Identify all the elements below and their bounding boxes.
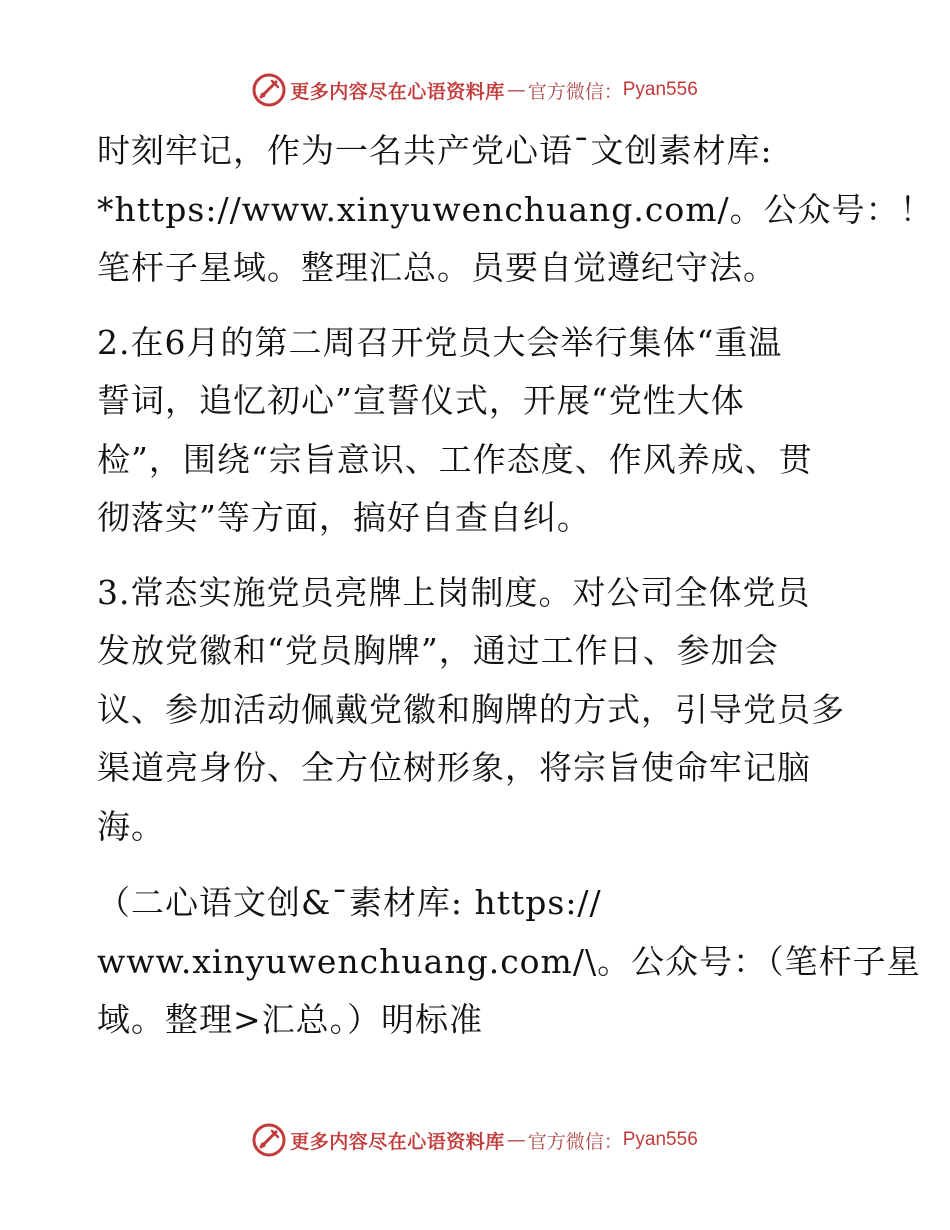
text-line: 检”，围绕“宗旨意识、工作态度、作风养成、贯 [97,439,813,479]
text-line: www.xinyuwenchuang.com/\。公众号：（笔杆子星 [97,941,921,981]
banner-brand-text: 更多内容尽在心语资料库 [290,80,505,103]
banner-wechat-label: 官方微信： [527,1130,623,1153]
banner-dash: — [506,1129,526,1151]
text-line: 发放党徽和“党员胸牌”，通过工作日、参加会 [97,631,779,670]
document-body [97,122,934,1050]
text-line: 域。整理>汇总。）明标准 [97,1000,484,1039]
header-banner [0,70,950,110]
banner-brand-text: 更多内容尽在心语资料库 [290,1130,505,1153]
banner-wechat-label: 官方微信： [527,80,623,103]
text-line: 誓词，追忆初心”宣誓仪式，开展“党性大体 [97,381,745,420]
text-line: *https://www.xinyuwenchuang.com/。公众号：！ [97,189,934,229]
text-line: 彻落实”等方面，搞好自查自纠。 [97,498,591,537]
paragraph-3 [97,564,857,857]
red-seal-logo-icon [252,1123,286,1157]
text-line: 渠道亮身份、全方位树形象，将宗旨使命牢记脑 [97,748,811,787]
text-line: 议、参加活动佩戴党徽和胸牌的方式，引导党员多 [97,689,845,729]
banner-wechat-handle: Pyan556 [622,1129,698,1150]
text-line: 笔杆子星域。整理汇总。员要自觉遵纪守法。 [97,248,777,287]
banner-dash: — [506,79,526,101]
paragraph-2 [97,314,857,548]
red-seal-logo-icon [252,73,286,107]
text-line: 时刻牢记，作为一名共产党心语¯文创素材库: [97,131,773,170]
text-line: 3.常态实施党员亮牌上岗制度。对公司全体党员 [97,572,811,612]
footer-banner [0,1120,950,1160]
paragraph-4 [97,874,921,1050]
text-line: 海。 [97,806,165,846]
text-line: 2.在6月的第二周召开党员大会举行集体“重温 [97,322,783,362]
paragraph-1 [97,122,934,298]
text-line: （二心语文创&¯素材库: https:// [97,883,602,922]
banner-wechat-handle: Pyan556 [622,79,698,100]
